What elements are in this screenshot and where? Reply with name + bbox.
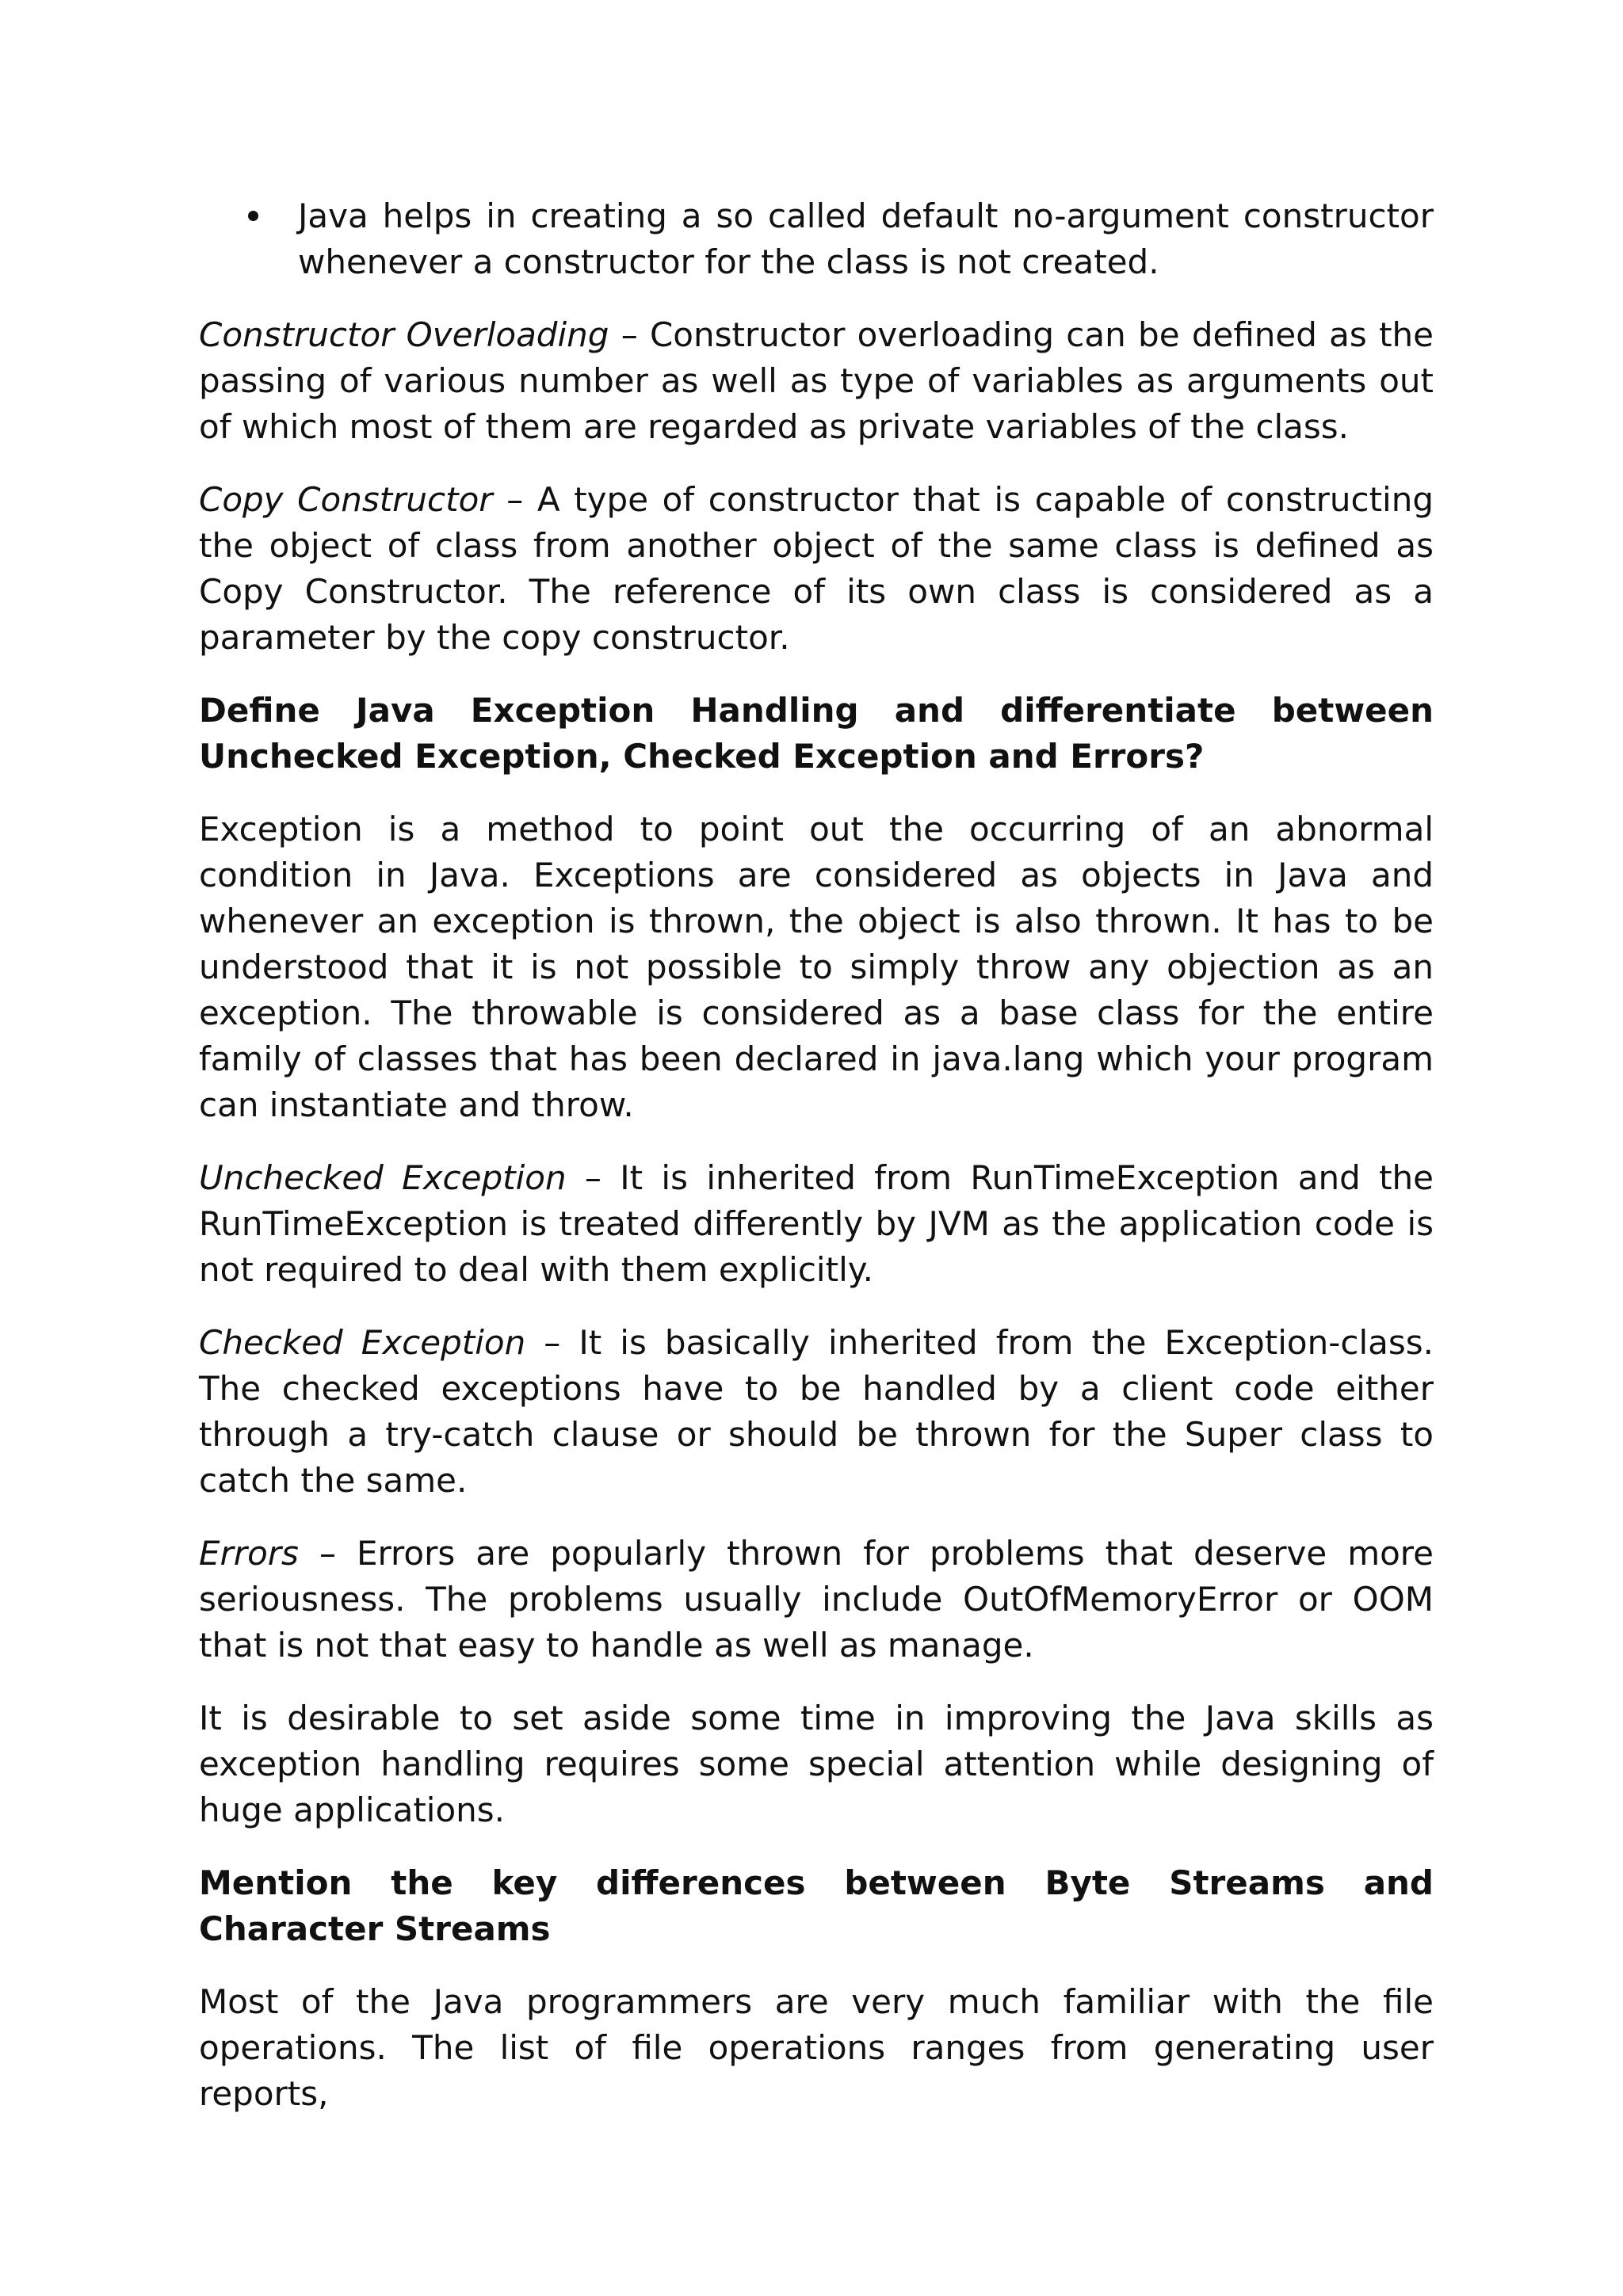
bullet-icon [248, 211, 258, 221]
heading-byte-character-streams: Mention the key differences between Byte Streams and Character Streams [199, 1863, 1434, 1948]
definition-checked-exception: – It is basically inherited from the Exception-class. The checked exceptions have to be handled by a client code either through a try-catch clause or should be thrown for the Super class to catch the same. [199, 1323, 1434, 1500]
bullet-text: Java helps in creating a so called default no-argument constructor whenever a constructor for the class is not created. [298, 196, 1434, 281]
document-page [199, 193, 1434, 2144]
paragraph-checked-exception [199, 1320, 1434, 1504]
term-unchecked-exception: Unchecked Exception [199, 1158, 567, 1197]
heading-exception-handling: Define Java Exception Handling and differentiate between Unchecked Exception, Checked Exception and Errors? [199, 691, 1434, 776]
term-constructor-overloading: Constructor Overloading [199, 315, 609, 354]
definition-copy-constructor: – A type of constructor that is capable of constructing the object of class from another object of the same class is defined as Copy Constructor. The reference of its own class is considered as a parameter by the copy constructor. [199, 480, 1434, 657]
list-item [199, 193, 1434, 285]
paragraph-closing: It is desirable to set aside some time in improving the Java skills as exception handling requires some special attention while designing of huge applications. [199, 1699, 1434, 1829]
term-checked-exception: Checked Exception [199, 1323, 526, 1362]
definition-unchecked-exception: – It is inherited from RunTimeException and the RunTimeException is treated differently by JVM as the application code is not required to deal with them explicitly. [199, 1158, 1434, 1289]
paragraph-unchecked-exception [199, 1155, 1434, 1293]
paragraph-copy-constructor [199, 477, 1434, 661]
term-errors: Errors [199, 1534, 299, 1573]
paragraph-exception-intro: Exception is a method to point out the occurring of an abnormal condition in Java. Exceptions are considered as objects in Java and whenever an exception is thrown, the object is also thrown. It has to be understood that it is not possible to simply throw any objection as an exception. The throwable is considered as a base class for the entire family of classes that has been declared in java.lang which your program can instantiate and throw. [199, 810, 1434, 1124]
definition-constructor-overloading: – Constructor overloading can be defined as the passing of various number as well as type of variables as arguments out of which most of them are regarded as private variables of the class. [199, 315, 1434, 446]
paragraph-errors [199, 1531, 1434, 1669]
bullet-list [199, 193, 1434, 285]
paragraph-constructor-overloading [199, 312, 1434, 450]
definition-errors: – Errors are popularly thrown for problems that deserve more seriousness. The problems usually include OutOfMemoryError or OOM that is not that easy to handle as well as manage. [199, 1534, 1434, 1665]
term-copy-constructor: Copy Constructor [199, 480, 493, 519]
paragraph-streams-intro: Most of the Java programmers are very much familiar with the file operations. The list of file operations ranges from generating user reports, [199, 1982, 1434, 2113]
